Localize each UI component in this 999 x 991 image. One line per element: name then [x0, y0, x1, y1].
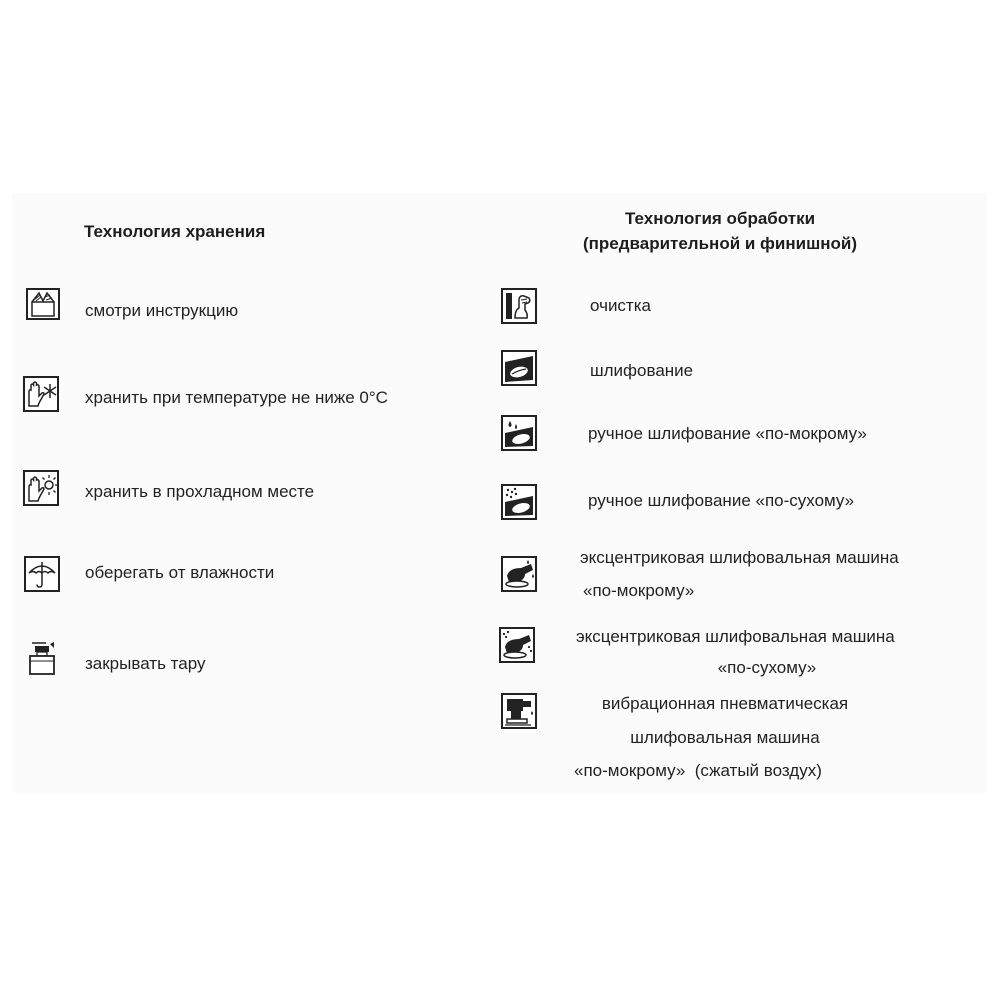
storage-item-label: оберегать от влажности [85, 563, 275, 582]
hand-sun-icon [23, 470, 59, 506]
umbrella-icon [24, 556, 60, 592]
closed-container-icon [24, 640, 60, 676]
storage-item-label: смотри инструкцию [85, 301, 239, 320]
processing-item-line: шлифование [590, 361, 694, 380]
processing-item-line: «по-мокрому» [583, 581, 695, 600]
open-book-icon [25, 285, 61, 321]
storage-item-label: закрывать тару [85, 654, 206, 673]
processing-item-line: ручное шлифование «по-сухому» [588, 491, 855, 510]
hand-dry-sanding-icon [501, 484, 537, 520]
processing-item-line: вибрационная пневматическая [601, 694, 849, 713]
processing-heading-line2: (предварительной и финишной) [582, 234, 858, 253]
processing-item-line: эксцентриковая шлифовальная машина [580, 548, 899, 567]
cleaning-icon [501, 288, 537, 324]
processing-item-line: очистка [590, 296, 651, 315]
eccentric-wet-sander-icon [501, 556, 537, 592]
hand-wet-sanding-icon [501, 415, 537, 451]
processing-item-line: эксцентриковая шлифовальная машина [576, 627, 895, 646]
processing-heading-line1: Технология обработки [624, 209, 816, 228]
eccentric-dry-sander-icon [499, 627, 535, 663]
sanding-icon [501, 350, 537, 386]
hand-snowflake-icon [23, 376, 59, 412]
processing-item-line: шлифовальная машина [630, 728, 820, 747]
storage-item-label: хранить при температуре не ниже 0°C [85, 388, 388, 407]
storage-item-label: хранить в прохладном месте [85, 482, 315, 501]
processing-item-line: «по-сухому» [717, 658, 817, 677]
storage-heading: Технология хранения [84, 222, 266, 241]
processing-item-line: ручное шлифование «по-мокрому» [588, 424, 867, 443]
processing-item-line: «по-мокрому» (сжатый воздух) [574, 761, 822, 780]
vibration-pneumatic-sander-icon [501, 693, 537, 729]
